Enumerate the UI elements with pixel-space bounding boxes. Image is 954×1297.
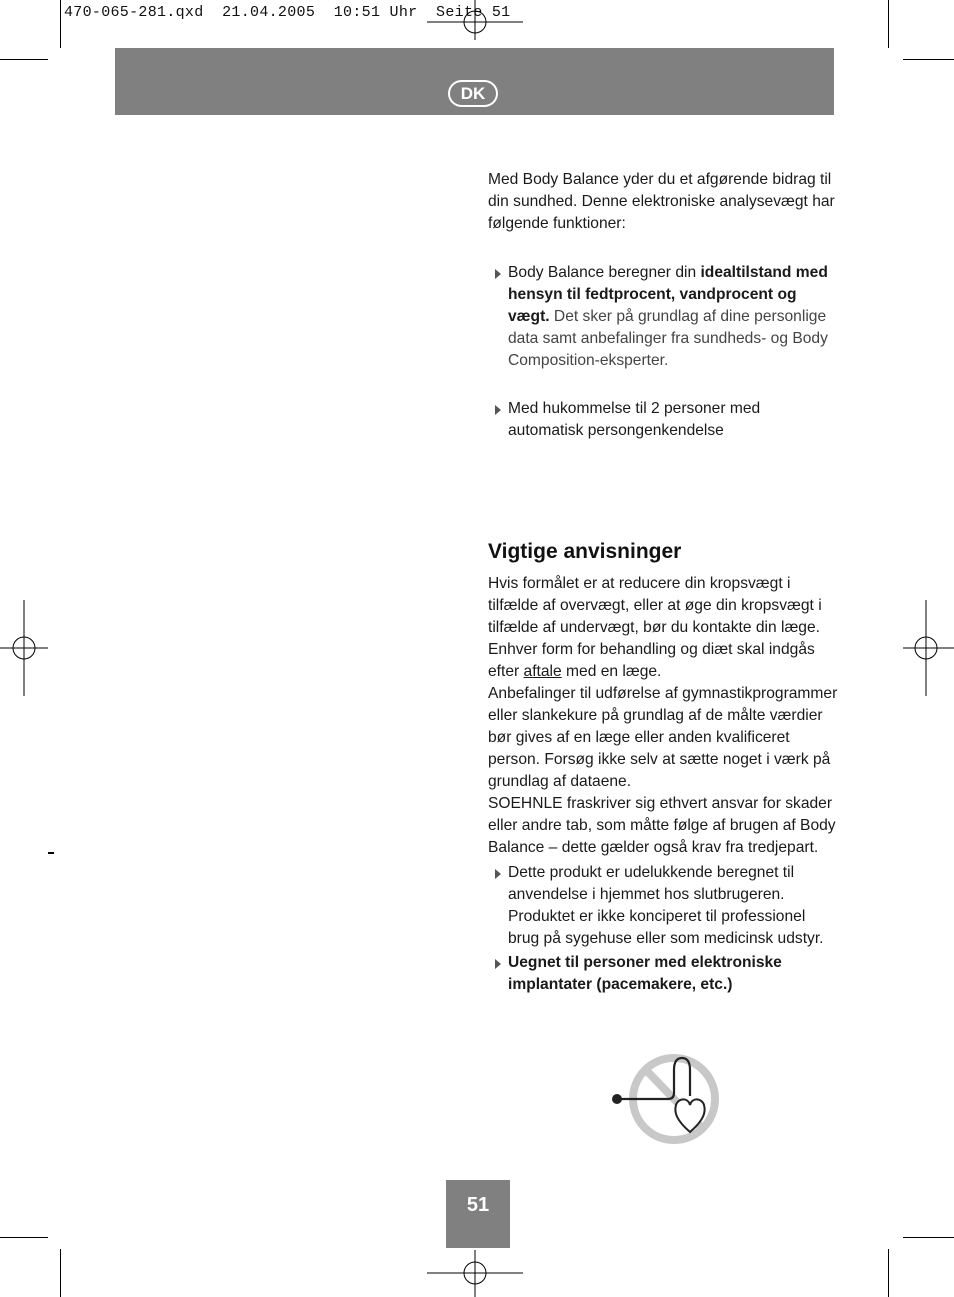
notice-item — [488, 952, 838, 996]
feature-rest: Det sker på grundlag af dine personlige data samt anbefalinger fra sundheds- og Body Composition-eksperter. — [508, 308, 828, 369]
feature-text: Med hukommelse til 2 personer med automatisk persongenkendelse — [508, 400, 761, 439]
intro-block — [488, 169, 838, 235]
no-pacemaker-icon — [606, 1050, 726, 1150]
print-slug: 470-065-281.qxd 21.04.2005 10:51 Uhr Seite 51 — [64, 4, 511, 21]
page-number: 51 — [446, 1180, 510, 1248]
bullet-arrow-icon — [495, 959, 501, 969]
bullet-arrow-icon — [495, 405, 501, 415]
section-paragraph-3: SOEHNLE fraskriver sig ethvert ansvar for skader eller andre tab, som måtte følge af brugen af Body Balance – dette gælder også krav fra tredjepart. — [488, 795, 836, 856]
bullet-arrow-icon — [495, 269, 501, 279]
p1-end: med en læge. — [561, 663, 662, 680]
feature-prefix: Body Balance beregner din — [508, 264, 701, 281]
language-badge: DK — [448, 80, 498, 107]
feature-item — [488, 262, 838, 372]
registration-mark-bottom — [427, 1250, 523, 1297]
instructions-section — [488, 538, 838, 996]
p1-underlined: aftale — [523, 663, 562, 680]
notice-text: Dette produkt er udelukkende beregnet til anvendelse i hjemmet hos slutbrugeren. Produktet er ikke konciperet til professionel brug på sygehuse eller som medicinsk udstyr. — [508, 864, 824, 947]
registration-mark-right — [903, 600, 954, 696]
feature-list — [488, 262, 838, 372]
feature-bold: idealtilstand med hensyn til fedtprocent, vandprocent og vægt. — [508, 264, 828, 325]
feature-list-2 — [488, 398, 838, 442]
feature-item — [488, 398, 838, 442]
section-title: Vigtige anvisninger — [488, 540, 682, 563]
notice-item — [488, 862, 838, 950]
section-paragraph-2: Anbefalinger til udførelse af gymnastikprogrammer eller slankekure på grundlag af de målte værdier bør gives af en læge eller anden kvalificeret person. Forsøg ikke selv at sætte noget i værk på grundlag af dataene. — [488, 685, 838, 790]
registration-mark-left — [0, 600, 48, 696]
p1-text: Hvis formålet er at reducere din kropsvægt i tilfælde af overvægt, eller at øge din kropsvægt i tilfælde af undervægt, bør du kontakte din læge. Enhver form for behandling og diæt skal indgås efter — [488, 575, 822, 680]
section-paragraph-1 — [488, 573, 838, 683]
intro-paragraph: Med Body Balance yder du et afgørende bidrag til din sundhed. Denne elektroniske analysevægt har følgende funktioner: — [488, 171, 835, 232]
registration-mark-top — [427, 0, 523, 40]
notice-text: Uegnet til personer med elektroniske implantater (pacemakere, etc.) — [508, 954, 782, 993]
bullet-arrow-icon — [495, 869, 501, 879]
